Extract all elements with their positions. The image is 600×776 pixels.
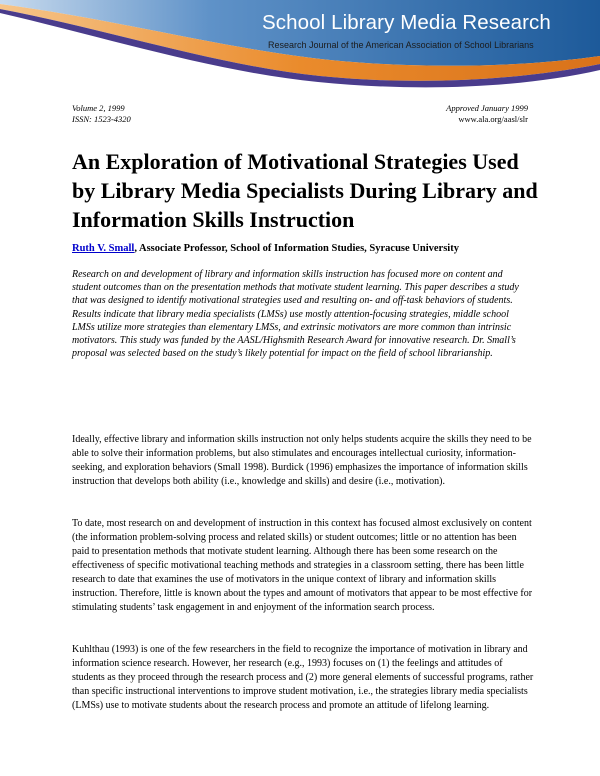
issn-label: ISSN: 1523-4320 <box>72 114 131 124</box>
body-paragraph-1: Ideally, effective library and information skills instruction not only helps students acquire the skills they need to be able to solve their information problems, but also stimulates and encourages intellectual curiosity, information-seeking, and exploration behaviors (Small 1998). Burdick (1996) emphasizes the importance of information skills instruction that develops both ability (i.e., knowledge and skills) and desire (i.e., motivation). <box>72 434 532 487</box>
volume-label: Volume 2, 1999 <box>72 103 125 113</box>
publication-info <box>72 103 131 125</box>
approved-date: Approved January 1999 <box>446 103 528 113</box>
journal-title: School Library Media Research <box>262 11 551 34</box>
body-paragraph-2: To date, most research on and development of instruction in this context has focused almost exclusively on content (the information problem-solving process and related skills) or student outcomes; little or no attention has been paid to presentation methods that motivate student learning. Although there has been some research on the effectiveness of specific motivational teaching methods and strategies in a classroom setting, there has been little research to date that examines the use of motivators in the unique context of library and information skills instruction. Therefore, little is known about the types and amount of motivators that appear to be most effective for stimulating students’ task engagement in and enjoyment of the information search process. <box>72 518 533 613</box>
body-paragraph-3: Kuhlthau (1993) is one of the few researchers in the field to recognize the importance of motivation in library and information science research. However, her research (e.g., 1993) focuses on (1) the feelings and attitudes of students as they proceed through the research process and (2) more general elements of successful programs, rather than specific instructional interventions to improve student motivation, i.e., the strategies library media specialists (LMSs) use to motivate students about the research process and promote an attitude of lifelong learning. <box>72 644 534 711</box>
journal-subtitle: Research Journal of the American Association of School Librarians <box>268 40 534 50</box>
abstract: Research on and development of library and information skills instruction has focused more on content and student outcomes than on the presentation methods that motivate student learning. This paper describes a study that was designed to identify motivational strategies used and resulting on- and off-task behaviors of students. Results indicate that library media specialists (LMSs) use mostly attention-focusing strategies, middle school LMSs utilize more strategies than elementary LMSs, and extrinsic motivators are more common than intrinsic motivators. This study was funded by the AASL/Highsmith Research Award for innovative research. Dr. Small’s proposal was selected based on the study’s likely potential for impact on the field of school librarianship. <box>72 269 519 360</box>
approval-info <box>446 103 528 125</box>
journal-url: www.ala.org/aasl/slr <box>458 114 528 124</box>
author-affiliation: , Associate Professor, School of Information Studies, Syracuse University <box>134 243 459 254</box>
article-title: An Exploration of Motivational Strategies Used by Library Media Specialists During Library and Information Skills Instruction <box>72 149 538 232</box>
journal-banner <box>0 0 600 100</box>
author-link[interactable]: Ruth V. Small <box>72 243 135 254</box>
author-byline <box>72 243 459 254</box>
